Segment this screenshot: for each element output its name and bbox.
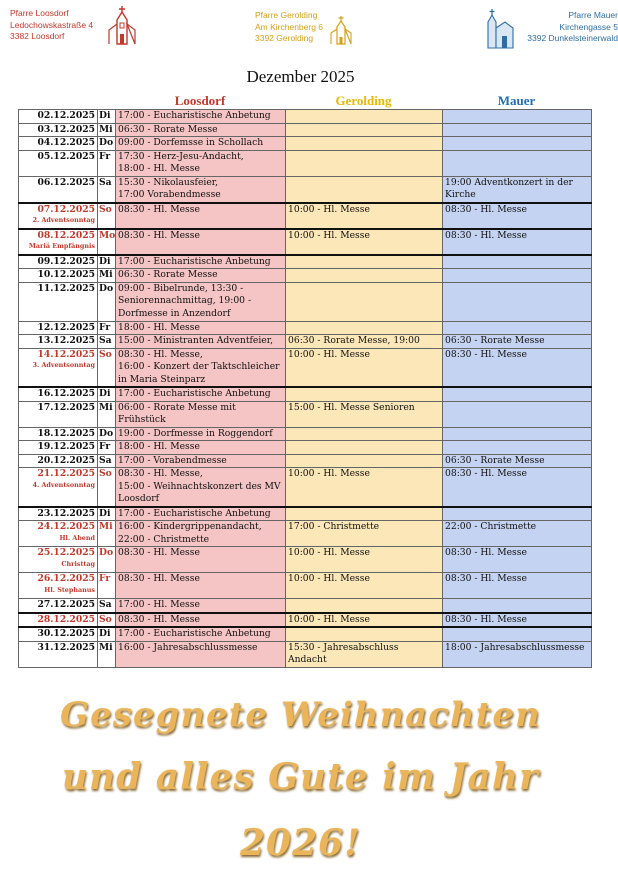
mauer-cell [443, 137, 592, 151]
loosdorf-cell: 17:00 - Vorabendmesse [116, 454, 286, 468]
schedule-row [19, 627, 592, 641]
loosdorf-cell: 17:00 - Eucharistische Anbetung [116, 387, 286, 401]
date-text: 13.12.2025 [37, 335, 95, 346]
gerolding-cell [286, 507, 443, 521]
date-cell [19, 348, 98, 387]
weekday-cell: Di [98, 507, 116, 521]
weekday-cell: Do [98, 137, 116, 151]
weekday-cell: Sa [98, 599, 116, 613]
date-text: 26.12.2025 [37, 573, 95, 584]
schedule-row [19, 137, 592, 151]
date-text: 31.12.2025 [37, 641, 95, 653]
date-text: 03.12.2025 [37, 123, 95, 135]
weekday-cell: Fr [98, 321, 116, 335]
date-cell [19, 255, 98, 269]
gerolding-cell [286, 137, 443, 151]
date-text: 04.12.2025 [37, 137, 95, 148]
mauer-cell [443, 427, 592, 441]
weekday-cell: Fr [98, 150, 116, 176]
loosdorf-cell: 17:00 - Eucharistische Anbetung [116, 255, 286, 269]
weekday-cell: Mi [98, 641, 116, 667]
schedule-row [19, 401, 592, 427]
weekday-cell: Fr [98, 573, 116, 599]
mauer-cell [443, 123, 592, 137]
schedule-row [19, 599, 592, 613]
gerolding-cell [286, 599, 443, 613]
gerolding-cell: 10:00 - Hl. Messe [286, 348, 443, 387]
schedule-row [19, 573, 592, 599]
month-title: Dezember 2025 [246, 67, 355, 86]
gerolding-cell: 17:00 - Christmette [286, 521, 443, 547]
loosdorf-cell: 17:00 - Eucharistische Anbetung [116, 627, 286, 641]
loosdorf-cell: 09:00 - Dorfemsse in Schollach [116, 137, 286, 151]
schedule-row [19, 507, 592, 521]
loosdorf-cell: 17:00 - Hl. Messe [116, 599, 286, 613]
date-text: 20.12.2025 [37, 454, 95, 466]
date-cell [19, 282, 98, 321]
date-cell [19, 401, 98, 427]
weekday-cell: So [98, 468, 116, 507]
date-cell [19, 627, 98, 641]
schedule-row [19, 123, 592, 137]
date-text: 09.12.2025 [37, 255, 95, 267]
date-cell [19, 321, 98, 335]
weekday-cell: Mo [98, 229, 116, 255]
header-loosdorf [4, 6, 134, 54]
loosdorf-cell: 08:30 - Hl. Messe, 16:00 - Konzert der Taktschleicher in Maria Steinparz [116, 348, 286, 387]
schedule-row [19, 427, 592, 441]
header-loosdorf-line2: Ledochowskastraße 4 [10, 19, 94, 30]
date-text: 06.12.2025 [37, 176, 95, 188]
schedule-row [19, 547, 592, 573]
mauer-cell [443, 441, 592, 455]
schedule-row [19, 387, 592, 401]
date-cell [19, 641, 98, 667]
header-mauer [484, 6, 618, 54]
weekday-cell: Do [98, 547, 116, 573]
mauer-cell: 06:30 - Rorate Messe [443, 454, 592, 468]
date-text: 17.12.2025 [37, 401, 95, 413]
holiday-note: 4. Adventsonntag [32, 480, 95, 489]
header-mauer-line2: Kirchengasse 5 [559, 21, 618, 32]
gerolding-cell [286, 282, 443, 321]
date-cell [19, 387, 98, 401]
schedule-table [18, 109, 592, 668]
date-text: 24.12.2025 [37, 521, 95, 532]
date-text: 27.12.2025 [37, 599, 95, 610]
header-mauer-line1: Pfarre Mauer [568, 10, 618, 20]
holiday-note: 2. Adventsonntag [32, 216, 95, 224]
schedule-row [19, 269, 592, 283]
date-text: 11.12.2025 [37, 282, 95, 294]
loosdorf-cell: 06:00 - Rorate Messe mit Frühstück [116, 401, 286, 427]
weekday-cell: So [98, 348, 116, 387]
gerolding-cell [286, 176, 443, 203]
date-cell [19, 599, 98, 613]
mauer-cell [443, 401, 592, 427]
loosdorf-cell: 18:00 - Hl. Messe [116, 441, 286, 455]
date-cell [19, 613, 98, 628]
gerolding-cell [286, 123, 443, 137]
gerolding-cell [286, 255, 443, 269]
gerolding-cell [286, 269, 443, 283]
header-loosdorf-text [10, 8, 93, 43]
weekday-cell: Fr [98, 441, 116, 455]
schedule-body [19, 110, 592, 668]
gerolding-cell [286, 454, 443, 468]
schedule-row [19, 176, 592, 203]
weekday-cell: Di [98, 387, 116, 401]
gerolding-cell [286, 110, 443, 124]
gerolding-cell: 15:00 - Hl. Messe Senioren [286, 401, 443, 427]
date-text: 14.12.2025 [37, 348, 95, 360]
holiday-note: Hl. Abend [59, 533, 95, 542]
column-header-mauer: Mauer [497, 93, 536, 108]
gerolding-cell [286, 627, 443, 641]
gerolding-cell: 10:00 - Hl. Messe [286, 547, 443, 573]
header-gerolding-line2: Am Kirchenberg 6 [255, 21, 324, 32]
mauer-cell [443, 321, 592, 335]
loosdorf-cell: 08:30 - Hl. Messe [116, 203, 286, 229]
schedule-row [19, 150, 592, 176]
date-text: 19.12.2025 [37, 441, 95, 452]
header-gerolding-text [255, 10, 323, 45]
mauer-cell [443, 387, 592, 401]
mauer-cell: 06:30 - Rorate Messe [443, 335, 592, 349]
mauer-cell: 08:30 - Hl. Messe [443, 613, 592, 628]
weekday-cell: Di [98, 255, 116, 269]
loosdorf-cell: 18:00 - Hl. Messe [116, 321, 286, 335]
church-icon [108, 4, 136, 46]
mauer-cell [443, 255, 592, 269]
date-text: 21.12.2025 [37, 468, 95, 479]
date-cell [19, 441, 98, 455]
date-cell [19, 269, 98, 283]
weekday-cell: So [98, 613, 116, 628]
date-cell [19, 123, 98, 137]
schedule-row [19, 521, 592, 547]
date-text: 08.12.2025 [37, 229, 95, 241]
schedule-row [19, 348, 592, 387]
column-header-gerolding: Gerolding [335, 93, 392, 108]
date-cell [19, 335, 98, 349]
header-gerolding-line3: 3392 Gerolding [255, 33, 314, 43]
date-text: 25.12.2025 [37, 547, 95, 558]
weekday-cell: Do [98, 282, 116, 321]
header-loosdorf-line1: Pfarre Loosdorf [10, 8, 69, 18]
date-text: 10.12.2025 [37, 269, 95, 280]
date-cell [19, 573, 98, 599]
gerolding-cell: 06:30 - Rorate Messe, 19:00 [286, 335, 443, 349]
schedule-row [19, 229, 592, 255]
column-header-loosdorf: Loosdorf [174, 93, 226, 108]
holiday-note: Mariä Empfängnis [28, 242, 95, 250]
greeting [0, 686, 601, 876]
loosdorf-cell: 08:30 - Hl. Messe [116, 613, 286, 628]
date-text: 02.12.2025 [37, 110, 95, 121]
mauer-cell [443, 599, 592, 613]
loosdorf-cell: 08:30 - Hl. Messe [116, 573, 286, 599]
weekday-cell: Sa [98, 176, 116, 203]
loosdorf-cell: 17:30 - Herz-Jesu-Andacht, 18:00 - Hl. Messe [116, 150, 286, 176]
loosdorf-cell: 17:00 - Eucharistische Anbetung [116, 507, 286, 521]
weekday-cell: Mi [98, 123, 116, 137]
mauer-cell [443, 150, 592, 176]
mauer-cell: 08:30 - Hl. Messe [443, 348, 592, 387]
gerolding-cell [286, 150, 443, 176]
greeting-line2: und alles Gute im Jahr 2026! [61, 756, 540, 864]
mauer-cell: 19:00 Adventkonzert in der Kirche [443, 176, 592, 203]
date-cell [19, 229, 98, 255]
weekday-cell: So [98, 203, 116, 229]
date-text: 05.12.2025 [37, 150, 95, 162]
date-text: 30.12.2025 [37, 628, 95, 639]
loosdorf-cell: 15:00 - Ministranten Adventfeier, [116, 335, 286, 349]
schedule-row [19, 203, 592, 229]
church-icon [329, 14, 353, 46]
date-text: 12.12.2025 [37, 321, 95, 333]
header-gerolding [247, 6, 357, 54]
date-cell [19, 203, 98, 229]
header-gerolding-line1: Pfarre Gerolding [255, 10, 318, 20]
schedule-row [19, 110, 592, 124]
header-mauer-line3: 3392 Dunkelsteinerwald [527, 33, 618, 43]
schedule-row [19, 282, 592, 321]
schedule-row [19, 441, 592, 455]
mauer-cell: 08:30 - Hl. Messe [443, 203, 592, 229]
mauer-cell: 08:30 - Hl. Messe [443, 547, 592, 573]
schedule-row [19, 335, 592, 349]
date-cell [19, 507, 98, 521]
mauer-cell [443, 627, 592, 641]
weekday-cell: Mi [98, 521, 116, 547]
mauer-cell [443, 282, 592, 321]
mauer-cell: 22:00 - Christmette [443, 521, 592, 547]
date-text: 07.12.2025 [37, 203, 95, 215]
schedule-row [19, 613, 592, 628]
date-cell [19, 468, 98, 507]
loosdorf-cell: 15:30 - Nikolausfeier, 17:00 Vorabendmesse [116, 176, 286, 203]
header-loosdorf-line3: 3382 Loosdorf [10, 31, 65, 41]
mauer-cell [443, 269, 592, 283]
gerolding-cell: 10:00 - Hl. Messe [286, 468, 443, 507]
gerolding-cell [286, 321, 443, 335]
loosdorf-cell: 19:00 - Dorfmesse in Roggendorf [116, 427, 286, 441]
date-cell [19, 110, 98, 124]
mauer-cell: 08:30 - Hl. Messe [443, 468, 592, 507]
date-cell [19, 150, 98, 176]
weekday-cell: Sa [98, 454, 116, 468]
gerolding-cell: 15:30 - Jahresabschluss Andacht [286, 641, 443, 667]
date-text: 28.12.2025 [37, 613, 95, 625]
schedule-row [19, 468, 592, 507]
mauer-cell: 08:30 - Hl. Messe [443, 573, 592, 599]
loosdorf-cell: 08:30 - Hl. Messe, 15:00 - Weihnachtskonzert des MV Loosdorf [116, 468, 286, 507]
header-mauer-text [490, 10, 618, 45]
schedule-row [19, 255, 592, 269]
loosdorf-cell: 16:00 - Jahresabschlussmesse [116, 641, 286, 667]
date-text: 16.12.2025 [37, 388, 95, 399]
gerolding-cell [286, 441, 443, 455]
holiday-note: Christtag [61, 559, 95, 568]
mauer-cell: 08:30 - Hl. Messe [443, 229, 592, 255]
gerolding-cell [286, 427, 443, 441]
date-cell [19, 454, 98, 468]
date-cell [19, 176, 98, 203]
weekday-cell: Di [98, 627, 116, 641]
mauer-cell [443, 110, 592, 124]
loosdorf-cell: 06:30 - Rorate Messe [116, 269, 286, 283]
date-cell [19, 547, 98, 573]
mauer-cell [443, 507, 592, 521]
greeting-line1: Gesegnete Weihnachten [60, 695, 541, 735]
gerolding-cell [286, 387, 443, 401]
holiday-note: 3. Adventsonntag [32, 361, 95, 369]
loosdorf-cell: 17:00 - Eucharistische Anbetung [116, 110, 286, 124]
gerolding-cell: 10:00 - Hl. Messe [286, 573, 443, 599]
date-cell [19, 137, 98, 151]
mauer-cell: 18:00 - Jahresabschlussmesse [443, 641, 592, 667]
loosdorf-cell: 09:00 - Bibelrunde, 13:30 - Seniorennachmittag, 19:00 - Dorfmesse in Anzendorf [116, 282, 286, 321]
holiday-note: Hl. Stephanus [44, 585, 95, 594]
gerolding-cell: 10:00 - Hl. Messe [286, 229, 443, 255]
column-headers [0, 93, 601, 109]
weekday-cell: Di [98, 110, 116, 124]
schedule-row [19, 454, 592, 468]
date-cell [19, 521, 98, 547]
schedule-row [19, 321, 592, 335]
weekday-cell: Mi [98, 401, 116, 427]
schedule-row [19, 641, 592, 667]
loosdorf-cell: 16:00 - Kindergrippenandacht, 22:00 - Christmette [116, 521, 286, 547]
loosdorf-cell: 08:30 - Hl. Messe [116, 547, 286, 573]
gerolding-cell: 10:00 - Hl. Messe [286, 203, 443, 229]
weekday-cell: Mi [98, 269, 116, 283]
date-text: 23.12.2025 [37, 507, 95, 519]
weekday-cell: Do [98, 427, 116, 441]
loosdorf-cell: 06:30 - Rorate Messe [116, 123, 286, 137]
gerolding-cell: 10:00 - Hl. Messe [286, 613, 443, 628]
date-text: 18.12.2025 [37, 427, 95, 439]
weekday-cell: Sa [98, 335, 116, 349]
date-cell [19, 427, 98, 441]
loosdorf-cell: 08:30 - Hl. Messe [116, 229, 286, 255]
